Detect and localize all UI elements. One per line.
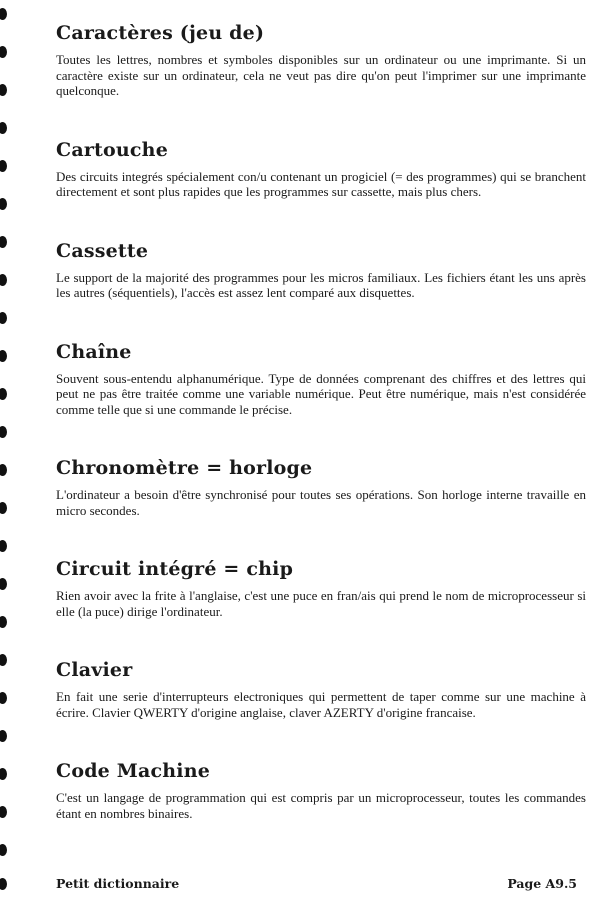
entry-term: Caractères (jeu de) [56,22,265,44]
page-number: Page A9.5 [507,876,577,891]
dictionary-entry [56,558,586,619]
binding-hole [0,198,7,210]
entry-definition: Rien avoir avec la frite à l'anglaise, c'est une puce en fran/ais qui prend le nom de microprocesseur si elle (la puce) dirige l'ordinateur. [56,588,586,619]
dictionary-entry [56,659,586,720]
binding-hole [0,464,7,476]
binding-hole [0,236,7,248]
binding-hole [0,274,7,286]
entry-term: Chaîne [56,340,132,363]
binding-hole [0,160,7,172]
binding-hole [0,844,7,856]
entry-definition: L'ordinateur a besoin d'être synchronisé pour toutes ses opérations. Son horloge interne travaille en micro secondes. [56,487,586,518]
dictionary-entry [56,22,586,99]
binding-hole [0,350,7,362]
dictionary-entry [56,139,586,200]
binding-hole [0,312,7,324]
binding-hole [0,692,7,704]
binding-hole [0,122,7,134]
dictionary-entry [56,760,586,821]
entry-term: Clavier [56,659,133,681]
binding-hole [0,8,7,20]
entry-term: Cartouche [56,138,168,161]
dictionary-page [56,22,586,821]
binding-hole [0,654,7,666]
binding-hole [0,502,7,514]
binding-hole [0,768,7,780]
entry-definition: Le support de la majorité des programmes pour les micros familiaux. Les fichiers étant les uns après les autres (séquentiels), l'accès est assez lent comparé aux disquettes. [56,269,586,300]
entry-definition: En fait une serie d'interrupteurs electroniques qui permettent de taper comme sur une machine à écrire. Clavier QWERTY d'origine anglaise, claver AZERTY d'origine francaise. [56,689,586,720]
binding-hole [0,388,7,400]
binding-hole [0,46,7,58]
binding-hole [0,806,7,818]
entry-term: Code Machine [56,760,211,782]
entry-definition: C'est un langage de programmation qui est compris par un microprocesseur, toutes les commandes étant en nombres binaires. [56,790,586,821]
dictionary-entry [56,341,586,418]
dictionary-entry [56,240,586,301]
entry-definition: Souvent sous-entendu alphanumérique. Type de données comprenant des chiffres et des lettres qui peut ne pas être traitée comme une variable numérique. Peut être numérique, mais n'est considérée comme telle que si une commande le précise. [56,370,586,417]
binding-hole [0,426,7,438]
binding-hole [0,540,7,552]
page-footer [56,876,577,891]
entry-term: Chronomètre = horloge [56,457,313,479]
binding-holes [0,0,12,900]
entry-term: Cassette [56,239,149,262]
dictionary-entry [56,457,586,518]
binding-hole [0,616,7,628]
binding-hole [0,730,7,742]
footer-title: Petit dictionnaire [56,876,180,891]
binding-hole [0,84,7,96]
entry-definition: Toutes les lettres, nombres et symboles disponibles sur un ordinateur ou une imprimante. Si un caractère existe sur un ordinateur, cela ne veut pas dire qu'on peut l'imprimer sur une imprimante quelconque. [56,52,586,98]
entry-term: Circuit intégré = chip [56,558,294,580]
entry-definition: Des circuits integrés spécialement con/u contenant un progiciel (= des programmes) qui se branchent directement et sont plus rapides que les programmes sur cassette, mais plus chers. [56,168,586,199]
binding-hole [0,578,7,590]
binding-hole [0,878,7,890]
